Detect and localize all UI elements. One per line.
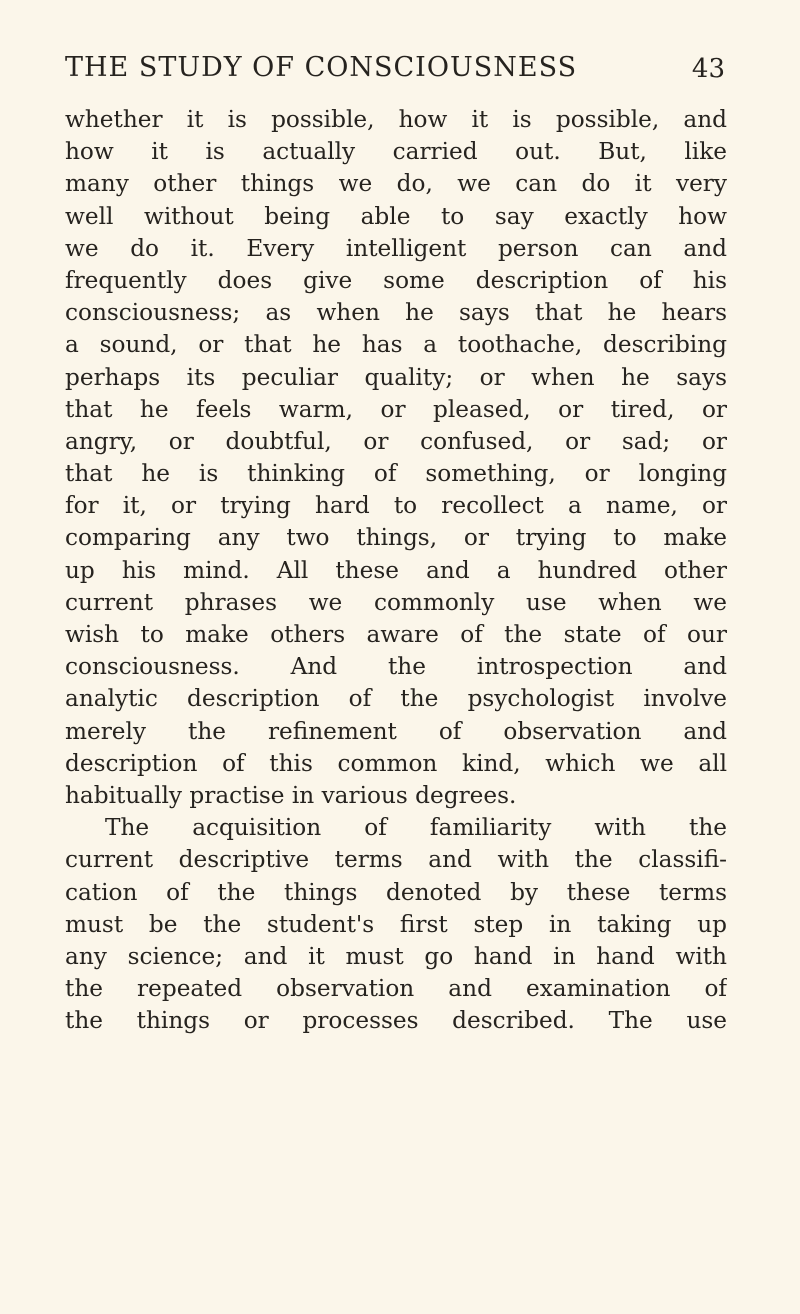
text-line: perhaps its peculiar quality; or when he says [65,363,727,391]
text-line: description of this common kind, which we all [65,749,727,777]
text-line: comparing any two things, or trying to make [65,524,727,552]
text-line: consciousness; as when he says that he hears [65,299,727,327]
text-line: that he is thinking of something, or longing [65,460,727,488]
text-line: well without being able to say exactly how [65,202,727,230]
text-line: that he feels warm, or pleased, or tired, or [65,395,727,423]
text-line: cation of the things denoted by these terms [65,878,727,906]
text-line: how it is actually carried out. But, like [65,138,727,166]
text-line: the things or processes described. The use [65,1007,727,1035]
text-line: any science; and it must go hand in hand with [65,942,727,970]
text-line: current descriptive terms and with the classifi- [65,846,727,874]
text-line: a sound, or that he has a toothache, describing [65,331,727,359]
text-line: angry, or doubtful, or confused, or sad; or [65,427,727,455]
text-line: the repeated observation and examination of [65,975,727,1003]
text-line: many other things we do, we can do it very [65,170,727,198]
running-title: THE STUDY OF CONSCIOUSNESS [65,52,578,83]
text-line: must be the student's first step in taking up [65,910,727,938]
text-line: for it, or trying hard to recollect a name, or [65,492,727,520]
page-number: 43 [691,54,725,84]
text-line: up his mind. All these and a hundred other [65,556,727,584]
text-line: we do it. Every intelligent person can and [65,234,727,262]
text-line: consciousness. And the introspection and [65,653,727,681]
text-line: current phrases we commonly use when we [65,588,727,616]
running-head [65,52,725,92]
text-line: analytic description of the psychologist involve [65,685,727,713]
body-text [65,104,727,1037]
text-line: whether it is possible, how it is possible, and [65,106,727,133]
text-line: merely the refinement of observation and [65,717,727,745]
text-line: wish to make others aware of the state of our [65,621,727,648]
paragraph-end-line: habitually practise in various degrees. [65,781,517,809]
paragraph-start-line: The acquisition of familiarity with the [105,814,727,842]
text-line: frequently does give some description of his [65,266,727,294]
